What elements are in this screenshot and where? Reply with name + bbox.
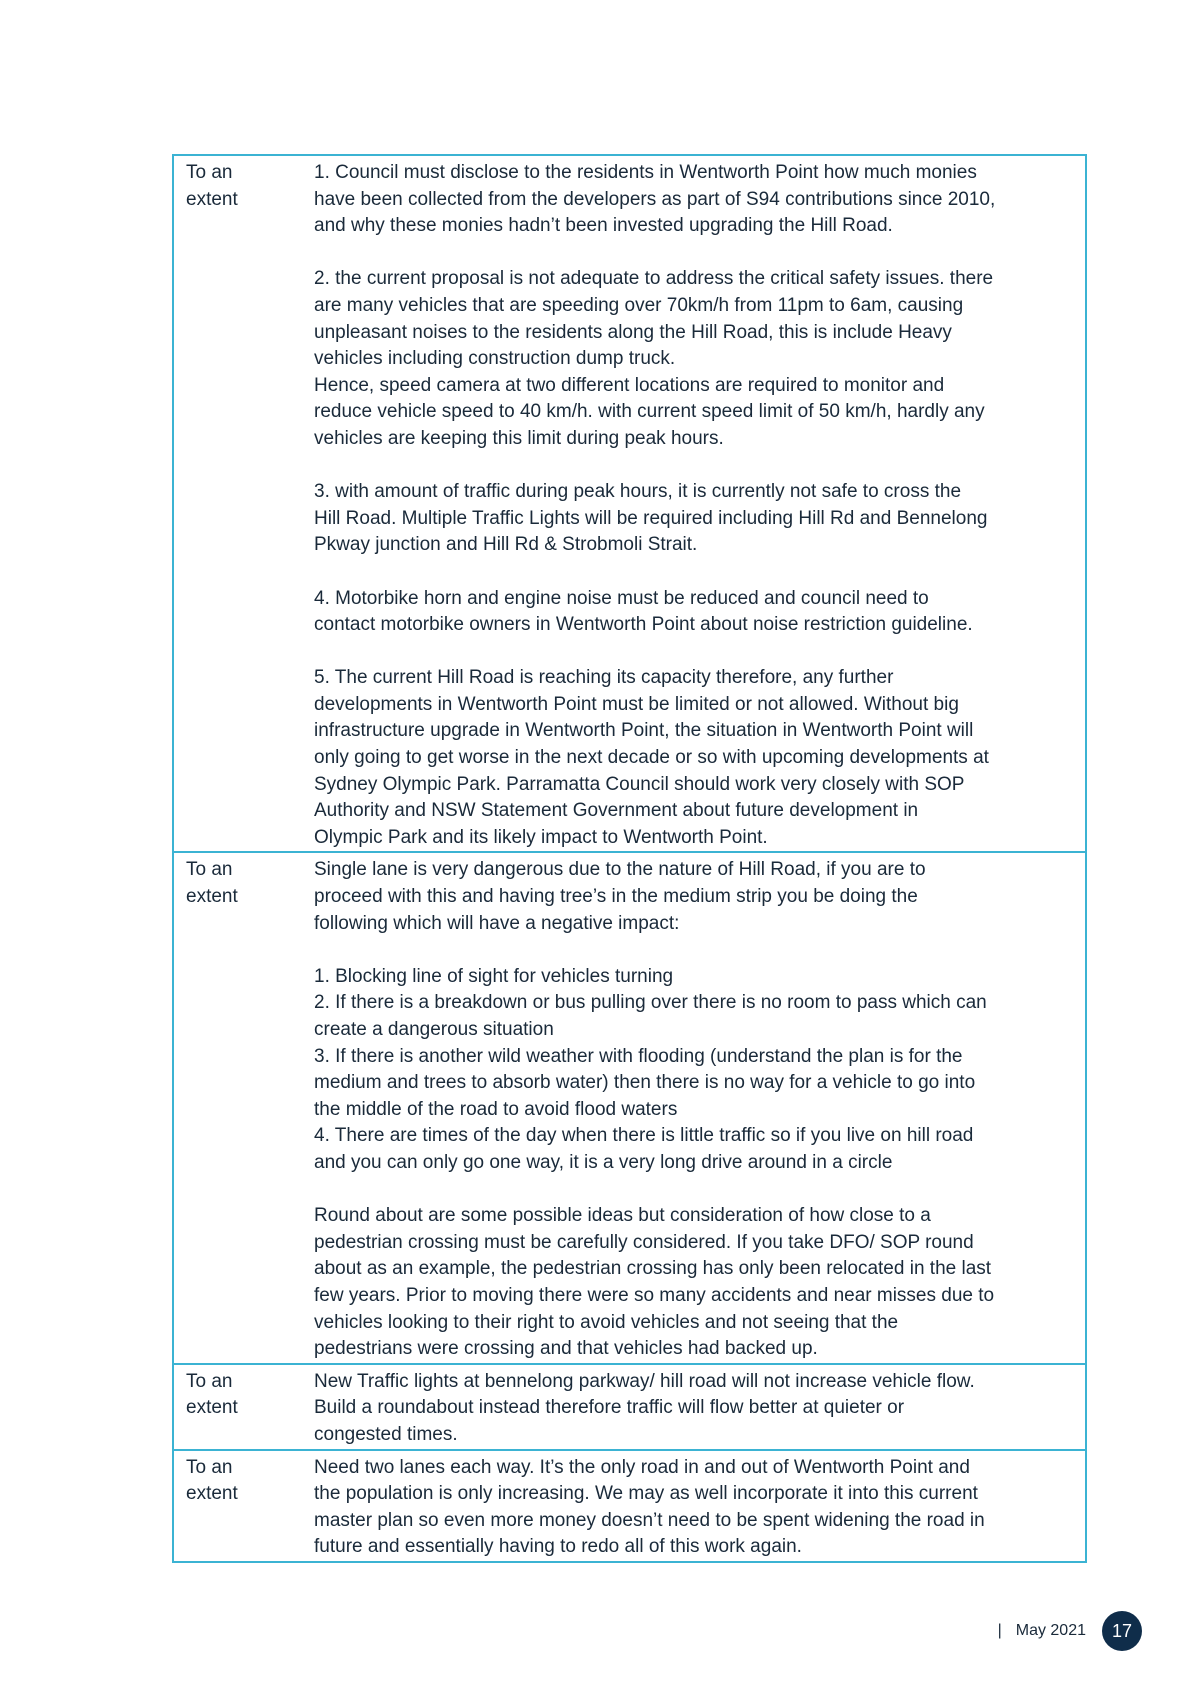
comment-line: 1. Council must disclose to the residents in Wentworth Point how much monies <box>314 162 977 183</box>
comment-paragraph <box>314 266 1075 452</box>
table-row <box>174 1363 1085 1449</box>
comment-line: 4. Motorbike horn and engine noise must be reduced and council need to <box>314 587 929 609</box>
comment-paragraph <box>314 1455 1075 1561</box>
agreement-level-line: extent <box>186 1397 238 1419</box>
comment-paragraph <box>314 665 1075 851</box>
comment-line: the population is only increasing. We may as well incorporate it into this current <box>314 1483 978 1505</box>
comment-line: have been collected from the developers as part of S94 contributions since 2010, <box>314 188 996 210</box>
agreement-level-line: To an <box>186 859 233 881</box>
agreement-level-line: To an <box>186 1456 233 1478</box>
agreement-level-line: To an <box>186 162 233 183</box>
agreement-level-line: extent <box>186 886 238 908</box>
comment-line: the middle of the road to avoid flood waters <box>314 1098 678 1120</box>
comment-line: 3. If there is another wild weather with flooding (understand the plan is for the <box>314 1045 963 1067</box>
comment-line: New Traffic lights at bennelong parkway/ hill road will not increase vehicle flow. <box>314 1370 975 1392</box>
comment-line: 1. Blocking line of sight for vehicles turning <box>314 965 674 987</box>
comment-line: congested times. <box>314 1423 458 1445</box>
comment-paragraph <box>314 857 1075 937</box>
comment-line: are many vehicles that are speeding over 70km/h from 11pm to 6am, causing <box>314 294 964 316</box>
comment-line: create a dangerous situation <box>314 1019 554 1040</box>
comment-line: only going to get worse in the next decade or so with upcoming developments at <box>314 747 989 769</box>
comment-paragraph <box>314 964 1075 1177</box>
comment-paragraph <box>314 1369 1075 1449</box>
agreement-level-cell <box>174 1365 314 1449</box>
comment-line: vehicles are keeping this limit during peak hours. <box>314 427 724 449</box>
page-number-badge: 17 <box>1102 1611 1142 1651</box>
comment-paragraph <box>314 586 1075 639</box>
agreement-level-cell <box>174 1451 314 1561</box>
comment-line: pedestrians were crossing and that vehicles had backed up. <box>314 1338 818 1360</box>
comment-line: 2. If there is a breakdown or bus pulling over there is no room to pass which can <box>314 992 987 1014</box>
comment-line: master plan so even more money doesn’t need to be spent widening the road in <box>314 1509 985 1531</box>
comment-paragraph <box>314 479 1075 559</box>
table-row <box>174 851 1085 1362</box>
comment-line: Hill Road. Multiple Traffic Lights will be required including Hill Rd and Bennelong <box>314 507 988 529</box>
comment-line: vehicles including construction dump truck. <box>314 348 676 370</box>
comment-line: Pkway junction and Hill Rd & Strobmoli Strait. <box>314 534 698 556</box>
table-row <box>174 156 1085 851</box>
comment-line: medium and trees to absorb water) then there is no way for a vehicle to go into <box>314 1072 976 1094</box>
comment-line: Round about are some possible ideas but consideration of how close to a <box>314 1205 931 1227</box>
comment-line: 5. The current Hill Road is reaching its capacity therefore, any further <box>314 667 894 689</box>
comment-line: about as an example, the pedestrian crossing has only been relocated in the last <box>314 1258 992 1280</box>
agreement-level-line: extent <box>186 1483 238 1505</box>
comment-cell <box>314 853 1085 1362</box>
comment-line: Single lane is very dangerous due to the nature of Hill Road, if you are to <box>314 859 926 881</box>
comment-line: proceed with this and having tree’s in the medium strip you be doing the <box>314 886 918 908</box>
footer-separator: | <box>997 1622 1002 1639</box>
comment-cell <box>314 1365 1085 1449</box>
agreement-level-line: To an <box>186 1370 233 1392</box>
agreement-level-cell <box>174 853 314 1362</box>
comment-cell <box>314 1451 1085 1561</box>
comment-line: 3. with amount of traffic during peak hours, it is currently not safe to cross the <box>314 481 962 503</box>
comment-line: 4. There are times of the day when there is little traffic so if you live on hill road <box>314 1125 974 1147</box>
comment-line: Need two lanes each way. It’s the only road in and out of Wentworth Point and <box>314 1456 970 1478</box>
comment-line: Build a roundabout instead therefore traffic will flow better at quieter or <box>314 1397 905 1419</box>
agreement-level-cell <box>174 156 314 851</box>
agreement-level-line: extent <box>186 188 238 210</box>
comment-cell <box>314 156 1085 851</box>
comment-line: Sydney Olympic Park. Parramatta Council should work very closely with SOP <box>314 773 965 795</box>
comment-line: future and essentially having to redo all of this work again. <box>314 1536 802 1558</box>
comment-paragraph <box>314 160 1075 240</box>
comment-line: pedestrian crossing must be carefully considered. If you take DFO/ SOP round <box>314 1231 974 1253</box>
comment-line: few years. Prior to moving there were so many accidents and near misses due to <box>314 1284 995 1306</box>
comment-line: following which will have a negative impact: <box>314 912 680 934</box>
comment-line: 2. the current proposal is not adequate to address the critical safety issues. there <box>314 268 994 290</box>
comment-line: Hence, speed camera at two different locations are required to monitor and <box>314 374 945 396</box>
comment-line: Authority and NSW Statement Government about future development in <box>314 800 919 822</box>
comment-line: vehicles looking to their right to avoid vehicles and not seeing that the <box>314 1311 899 1333</box>
comment-line: and why these monies hadn’t been invested upgrading the Hill Road. <box>314 215 893 237</box>
comment-line: unpleasant noises to the residents along the Hill Road, this is include Heavy <box>314 321 952 343</box>
footer-date: May 2021 <box>1015 1622 1086 1639</box>
page-footer <box>998 1610 1142 1652</box>
comment-line: Olympic Park and its likely impact to Wentworth Point. <box>314 826 768 848</box>
comment-line: developments in Wentworth Point must be limited or not allowed. Without big <box>314 693 959 715</box>
comment-line: contact motorbike owners in Wentworth Point about noise restriction guideline. <box>314 614 973 636</box>
table-row <box>174 1449 1085 1561</box>
comment-line: infrastructure upgrade in Wentworth Point, the situation in Wentworth Point will <box>314 720 974 742</box>
comment-line: reduce vehicle speed to 40 km/h. with current speed limit of 50 km/h, hardly any <box>314 401 985 423</box>
comment-line: and you can only go one way, it is a very long drive around in a circle <box>314 1151 893 1173</box>
feedback-table <box>172 154 1087 1563</box>
comment-paragraph <box>314 1203 1075 1363</box>
